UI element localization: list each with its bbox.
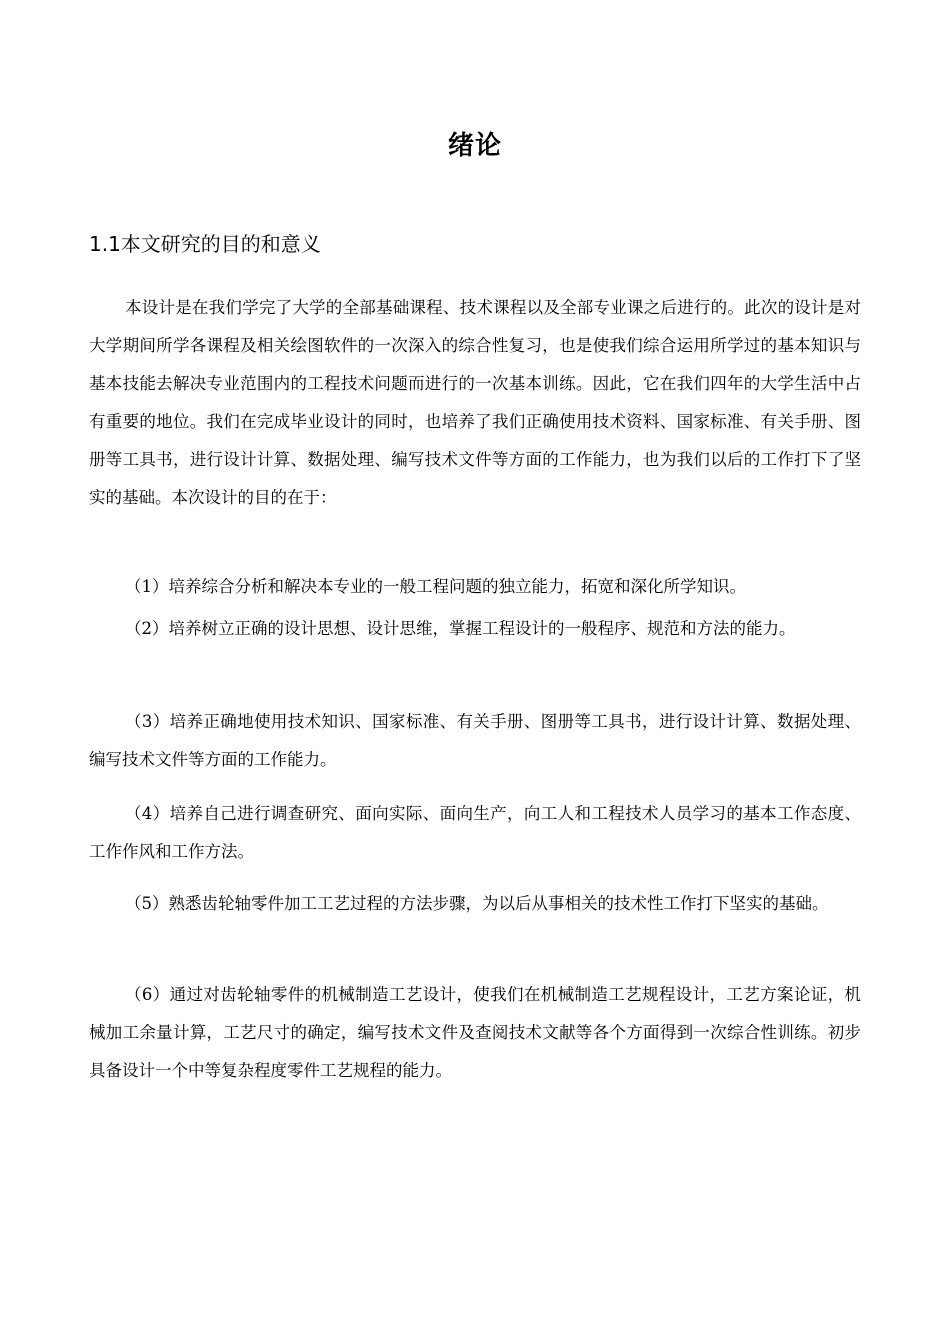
aim-item-1: （1）培养综合分析和解决本专业的一般工程问题的独立能力，拓宽和深化所学知识。 <box>125 577 746 596</box>
intro-paragraph: 本设计是在我们学完了大学的全部基础课程、技术课程以及全部专业课之后进行的。此次的设计是对大学期间所学各课程及相关绘图软件的一次深入的综合性复习，也是使我们综合运用所学过的基本知识与基本技能去解决专业范围内的工程技术问题而进行的一次基本训练。因此，它在我们四年的大学生活中占有重要的地位。我们在完成毕业设计的同时，也培养了我们正确使用技术资料、国家标准、有关手册、图册等工具书，进行设计计算、数据处理、编写技术文件等方面的工作能力，也为我们以后的工作打下了坚实的基础。本次设计的目的在于： <box>89 298 861 507</box>
aim-item-5: （5）熟悉齿轮轴零件加工工艺过程的方法步骤，为以后从事相关的技术性工作打下坚实的基础。 <box>125 894 829 913</box>
aim-item-3: （3）培养正确地使用技术知识、国家标准、有关手册、图册等工具书，进行设计计算、数据处理、编写技术文件等方面的工作能力。 <box>89 712 861 769</box>
aim-item-6: （6）通过对齿轮轴零件的机械制造工艺设计，使我们在机械制造工艺规程设计，工艺方案论证，机械加工余量计算，工艺尺寸的确定，编写技术文件及查阅技术文献等各个方面得到一次综合性训练。初步具备设计一个中等复杂程度零件工艺规程的能力。 <box>89 985 861 1080</box>
section-heading: 1.1本文研究的目的和意义 <box>89 232 321 256</box>
chapter-title: 绪论 <box>447 131 502 161</box>
aim-item-4: （4）培养自己进行调查研究、面向实际、面向生产，向工人和工程技术人员学习的基本工作态度、工作作风和工作方法。 <box>89 804 861 861</box>
aim-item-2: （2）培养树立正确的设计思想、设计思维，掌握工程设计的一般程序、规范和方法的能力。 <box>125 619 796 638</box>
